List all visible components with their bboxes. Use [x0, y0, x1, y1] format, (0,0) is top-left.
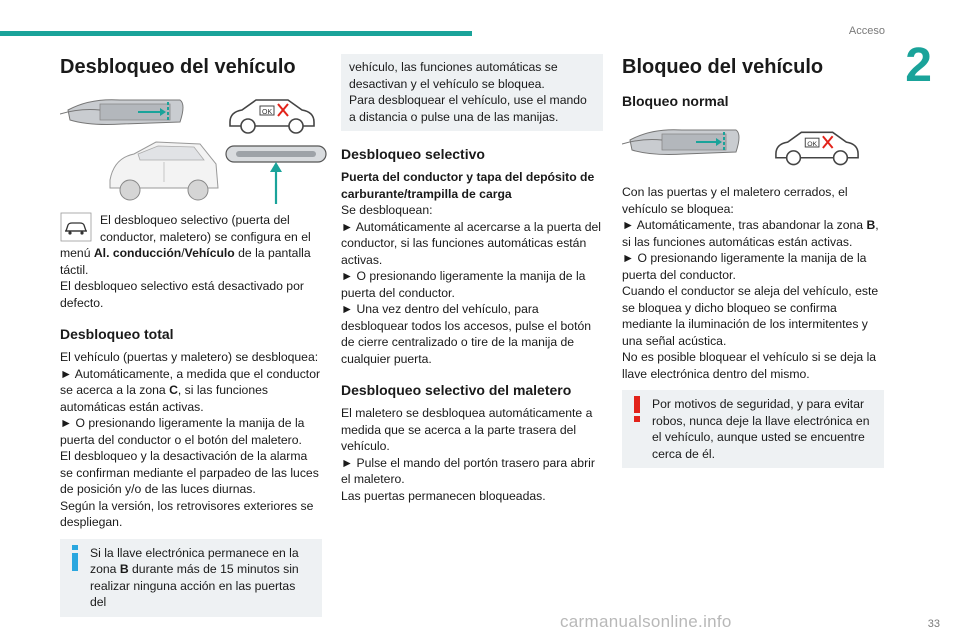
total-unlock-auto-end: , si las funciones automáticas están activas.: [60, 383, 268, 414]
key-inside-text: No es posible bloquear el vehículo si se deja la llave electrónica dentro del mismo.: [622, 350, 877, 381]
boot-button-text: ► Pulse el mando del portón trasero para abrir el maletero.: [341, 455, 595, 486]
warning-note: [622, 390, 884, 468]
default-disabled-text: El desbloqueo selectivo está desactivado por defecto.: [60, 279, 304, 310]
section-title-unlock: Desbloqueo del vehículo: [60, 56, 296, 78]
column-1: [60, 54, 322, 617]
boot-auto-text: El maletero se desbloquea automáticamente a medida que se acerca a la parte trasera del vehículo.: [341, 406, 593, 453]
hand-handle-illustration: [60, 90, 190, 140]
total-unlock-handle: ► O presionando ligeramente la manija de la puerta del conductor o el botón del maletero.: [60, 416, 305, 447]
info-note-continuation: [341, 54, 603, 131]
selective-unlock-paragraph: [60, 212, 322, 278]
section-label: Acceso: [848, 25, 885, 37]
heading-selective-unlock: Desbloqueo selectivo: [341, 146, 485, 162]
zone-c-label: C: [169, 383, 178, 397]
info-note-cont-text-2: Para desbloquear el vehículo, use el mando a distancia o pulse una de las manijas.: [349, 93, 587, 124]
column-3: [622, 54, 884, 468]
info-note-text-end: durante más de 15 minutos sin realizar ninguna acción en las puertas del: [90, 562, 299, 609]
menu-name-vehicle: Vehículo: [184, 246, 235, 260]
info-note-text: Si la llave electrónica permanece en la zona: [90, 545, 299, 576]
column-2: [341, 54, 603, 504]
selective-intro: Se desbloquean:: [341, 203, 433, 217]
tailgate-button-illustration: [222, 140, 332, 210]
info-icon: [68, 545, 82, 571]
doors-locked-text: Las puertas permanecen bloqueadas.: [341, 488, 546, 503]
selective-unlock-text-end: de la pantalla táctil.: [60, 246, 311, 277]
unlock-illustration: [60, 88, 322, 206]
car-unlock-icon: [226, 92, 318, 136]
car-settings-icon: [60, 212, 92, 242]
lock-illustration: [622, 116, 884, 178]
zone-b-label-lock: B: [866, 218, 876, 232]
watermark: carmanualsonline.info: [560, 612, 732, 631]
lock-handle: ► O presionando ligeramente la manija de la puerta del conductor.: [622, 251, 867, 282]
alarm-confirm-text: El desbloqueo y la desactivación de la alarma se confirman mediante el parpadeo de las luces de posición y/o de las luces diurnas.: [60, 449, 319, 496]
suv-rear-illustration: [104, 136, 224, 206]
chapter-number: 2: [905, 39, 932, 92]
warning-text: Por motivos de seguridad, y para evitar robos, nunca deje la llave electrónica en el vehículo, aunque usted se encuentre cerca de él.: [652, 397, 870, 461]
info-note-cont-text: vehículo, las funciones automáticas se desactivan y el vehículo se bloquea.: [349, 60, 558, 91]
total-unlock-auto: [60, 366, 322, 416]
selective-auto: ► Automáticamente al acercarse a la puerta del conductor, si las funciones automáticas están activas.: [341, 219, 602, 267]
ok-badge: OK: [262, 109, 273, 116]
lock-auto-text: ► Automáticamente, tras abandonar la zona: [622, 218, 867, 232]
info-note: [60, 539, 322, 617]
total-unlock-auto-text: ► Automáticamente, a medida que el conductor se acerca a la zona: [60, 366, 321, 397]
heading-normal-lock: Bloqueo normal: [622, 93, 729, 109]
header-accent-bar: [0, 31, 472, 36]
selective-unlock-text: El desbloqueo selectivo (puerta del conductor, maletero) se configura en el menú: [60, 213, 311, 260]
selective-inside: ► Una vez dentro del vehículo, para desbloquear todos los accesos, pulse el botón de cierre centralizado o tire de la manija de cualquier puerta.: [341, 302, 592, 366]
heading-total-unlock: Desbloqueo total: [60, 326, 174, 342]
car-lock-icon: [772, 124, 862, 168]
menu-name-driving: Al. conducción: [93, 246, 182, 260]
lock-intro: Con las puertas y el maletero cerrados, el vehículo se bloquea:: [622, 185, 848, 216]
menu-separator: /: [181, 246, 185, 260]
ok-badge-lock: OK: [807, 141, 818, 148]
selective-subheading: Puerta del conductor y tapa del depósito de carburante/trampilla de carga: [341, 170, 595, 201]
lock-auto: [622, 217, 884, 250]
selective-handle: ► O presionando ligeramente la manija de la puerta del conductor.: [341, 269, 586, 300]
mirrors-text: Según la versión, los retrovisores exteriores se despliegan.: [60, 498, 314, 529]
heading-boot-unlock: Desbloqueo selectivo del maletero: [341, 382, 572, 398]
lock-confirm-text: Cuando el conductor se aleja del vehículo, este se bloquea y dicho bloqueo se confirma mediante la iluminación de los intermitentes y una señal acústica.: [622, 284, 879, 348]
zone-b-label: B: [119, 562, 129, 576]
warning-icon: [630, 396, 644, 422]
hand-handle-lock-illustration: [622, 120, 746, 168]
total-unlock-intro: El vehículo (puertas y maletero) se desbloquea:: [60, 350, 319, 364]
lock-auto-end: , si las funciones automáticas están activas.: [622, 218, 879, 249]
section-title-lock: Bloqueo del vehículo: [622, 56, 824, 78]
page-number: 33: [927, 618, 940, 630]
